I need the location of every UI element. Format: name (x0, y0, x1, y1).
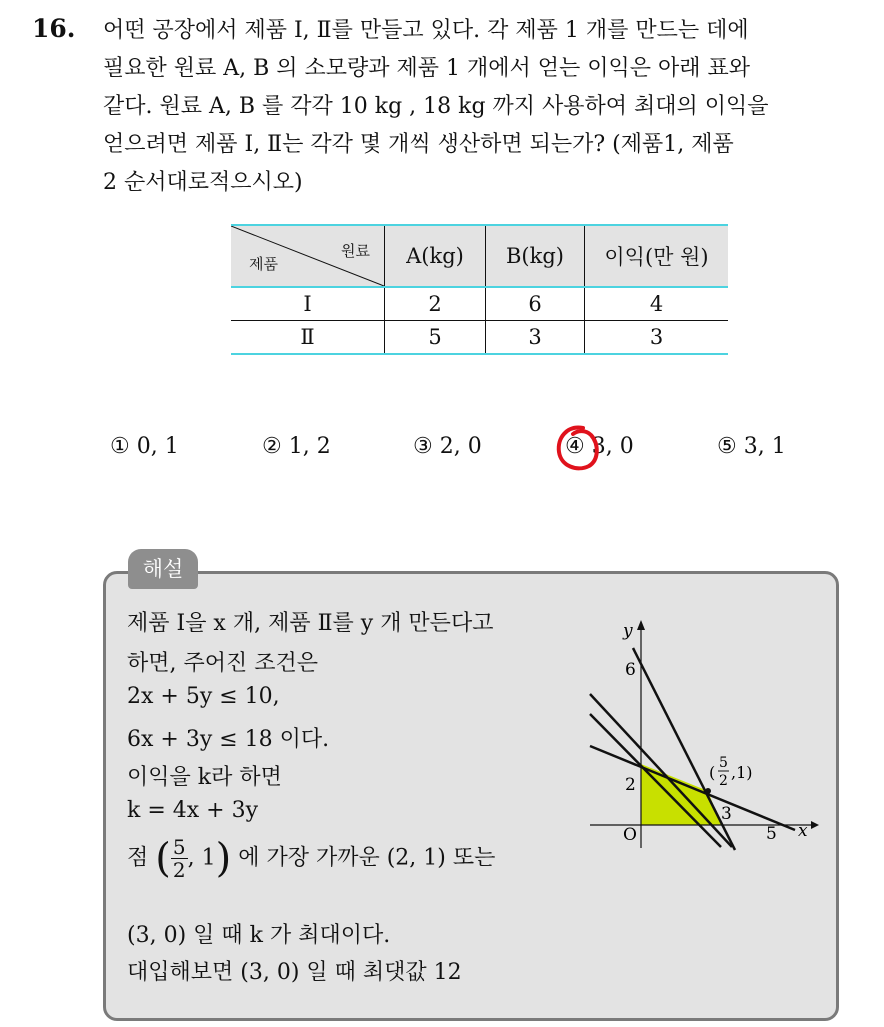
fraction-denominator: 2 (172, 858, 186, 882)
question-line: 같다. 원료 A, B 를 각각 10 kg , 18 kg 까지 사용하여 최대의 이익을 (103, 94, 769, 119)
solution-text: 점 (127, 845, 149, 871)
choice-mark: ① (110, 434, 130, 459)
cell-profit: 4 (585, 287, 729, 321)
choice-mark: ⑤ (717, 434, 737, 459)
cell-b: 3 (486, 321, 585, 355)
choice-mark: ④ (565, 434, 585, 459)
choice-1[interactable] (110, 434, 179, 459)
level-line-2 (590, 714, 721, 847)
solution-line: 6x + 3y ≤ 18 이다. (127, 727, 330, 752)
choice-text: 3, 0 (591, 434, 634, 459)
selected-answer-circle-icon (553, 422, 605, 476)
solution-tag: 해설 (128, 549, 198, 589)
y-axis-arrow-icon (637, 620, 645, 630)
cell-profit: 3 (585, 321, 729, 355)
corner-label-material: 원료 (341, 242, 370, 260)
y-tick-2: 2 (625, 775, 636, 795)
y-axis-label: y (623, 621, 633, 641)
fraction-numerator: 5 (172, 835, 186, 859)
choice-text: 1, 2 (288, 434, 331, 459)
x-tick-5: 5 (766, 824, 777, 844)
left-paren: ( (155, 835, 171, 882)
header-b: B(kg) (486, 225, 585, 287)
origin-label: O (623, 825, 637, 845)
point-label-open: ( (709, 763, 716, 782)
table-header-row (231, 225, 728, 287)
header-profit: 이익(만 원) (585, 225, 729, 287)
cell-product: Ⅰ (231, 287, 385, 321)
table-corner-cell (231, 225, 385, 287)
cell-product: Ⅱ (300, 325, 315, 349)
choice-3[interactable] (413, 434, 482, 459)
fraction (171, 836, 188, 881)
material-profit-table (231, 224, 728, 355)
table-row (231, 287, 728, 321)
corner-label-product: 제품 (249, 255, 278, 273)
table-row (231, 321, 728, 355)
choice-mark: ③ (413, 434, 433, 459)
choice-2[interactable] (262, 434, 331, 459)
solution-line: 대입해보면 (3, 0) 일 때 최댓값 12 (127, 960, 462, 985)
solution-text: , 1 (187, 845, 216, 871)
solution-line: k = 4x + 3y (127, 798, 259, 823)
cell-a: 5 (385, 321, 486, 355)
intersection-point (705, 788, 711, 794)
choice-5[interactable] (717, 434, 786, 459)
solution-line: 이익을 k라 하면 (127, 765, 282, 790)
choice-mark: ② (262, 434, 282, 459)
choice-text: 2, 0 (439, 434, 482, 459)
choice-text: 3, 1 (743, 434, 786, 459)
solution-line-point (127, 836, 495, 881)
point-label-rest: ,1) (731, 763, 753, 782)
point-label-den: 2 (719, 773, 728, 789)
question-number: 16. (32, 14, 76, 43)
choice-text: 0, 1 (136, 434, 179, 459)
feasible-region-graph (585, 612, 825, 857)
x-axis-arrow-icon (811, 821, 819, 829)
question-line: 얻으려면 제품 Ⅰ, Ⅱ는 각각 몇 개씩 생산하면 되는가? (제품1, 제품 (103, 132, 734, 157)
question-text (103, 12, 863, 202)
x-tick-3: 3 (721, 804, 732, 824)
question-line: 어떤 공장에서 제품 Ⅰ, Ⅱ를 만들고 있다. 각 제품 1 개를 만드는 데에 (103, 18, 749, 43)
question-line: 2 순서대로적으시오) (103, 170, 303, 195)
solution-line: 2x + 5y ≤ 10, (127, 684, 280, 709)
header-a: A(kg) (385, 225, 486, 287)
solution-line: (3, 0) 일 때 k 가 최대이다. (127, 923, 391, 948)
question-line: 필요한 원료 A, B 의 소모량과 제품 1 개에서 얻는 이익은 아래 표와 (103, 56, 751, 81)
x-axis-label: x (798, 821, 808, 841)
cell-a: 2 (385, 287, 486, 321)
solution-line: 하면, 주어진 조건은 (127, 651, 318, 676)
point-label-num: 5 (719, 755, 728, 771)
solution-line: 제품 Ⅰ을 x 개, 제품 Ⅱ를 y 개 만든다고 (127, 611, 494, 636)
cell-b: 6 (486, 287, 585, 321)
right-paren: ) (215, 835, 232, 882)
solution-text: 에 가장 가까운 (2, 1) 또는 (238, 845, 496, 871)
y-tick-6: 6 (625, 660, 636, 680)
answer-choices (0, 434, 884, 468)
